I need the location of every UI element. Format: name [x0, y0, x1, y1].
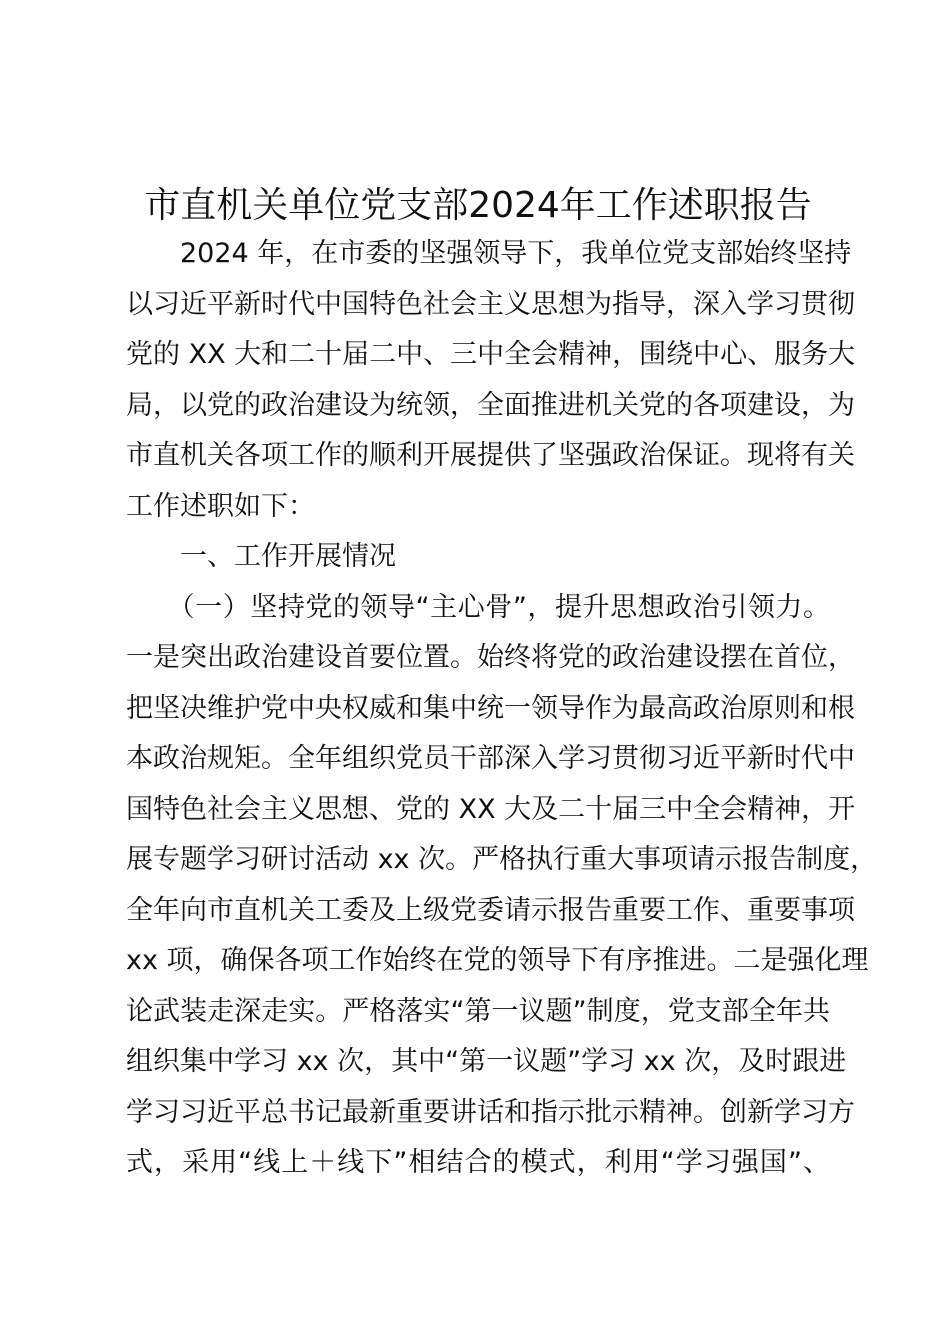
text-line: 以习近平新时代中国特色社会主义思想为指导，深入学习贯彻 — [126, 289, 855, 320]
text-line: 市直机关各项工作的顺利开展提供了坚强政治保证。现将有关 — [126, 440, 855, 471]
text-line: 学习习近平总书记最新重要讲话和指示批示精神。创新学习方 — [126, 1097, 855, 1128]
text-line: 工作述职如下： — [126, 491, 315, 522]
text-line: 把坚决维护党中央权威和集中统一领导作为最高政治原则和根 — [126, 693, 855, 724]
text-line: 党的 XX 大和二十届二中、三中全会精神，围绕中心、服务大 — [126, 339, 856, 370]
section-heading: 一、工作开展情况 — [126, 541, 396, 572]
text-line: 全年向市直机关工委及上级党委请示报告重要工作、重要事项 — [126, 895, 855, 926]
text-line: 式，采用“线上＋线下”相结合的模式，利用“学习强国”、 — [126, 1147, 830, 1178]
text-line: 本政治规矩。全年组织党员干部深入学习贯彻习近平新时代中 — [126, 743, 855, 774]
text-line: 局，以党的政治建设为统领，全面推进机关党的各项建设，为 — [126, 390, 855, 421]
text-line: 国特色社会主义思想、党的 XX 大及二十届三中全会精神，开 — [126, 794, 856, 825]
text-line: xx 项，确保各项工作始终在党的领导下有序推进。二是强化理 — [126, 945, 869, 976]
text-line: 一是突出政治建设首要位置。始终将党的政治建设摆在首位， — [126, 642, 855, 673]
text-line: 展专题学习研讨活动 xx 次。严格执行重大事项请示报告制度， — [126, 844, 878, 875]
text-line: 论武装走深走实。严格落实“第一议题”制度，党支部全年共 — [126, 996, 830, 1027]
text-line: 组织集中学习 xx 次，其中“第一议题”学习 xx 次，及时跟进 — [126, 1046, 847, 1077]
document-title: 市直机关单位党支部2024年工作述职报告 — [144, 185, 812, 226]
text-line: 2024 年，在市委的坚强领导下，我单位党支部始终坚持 — [126, 238, 852, 269]
subsection-heading: （一）坚持党的领导“主心骨”，提升思想政治引领力。 — [126, 592, 830, 623]
